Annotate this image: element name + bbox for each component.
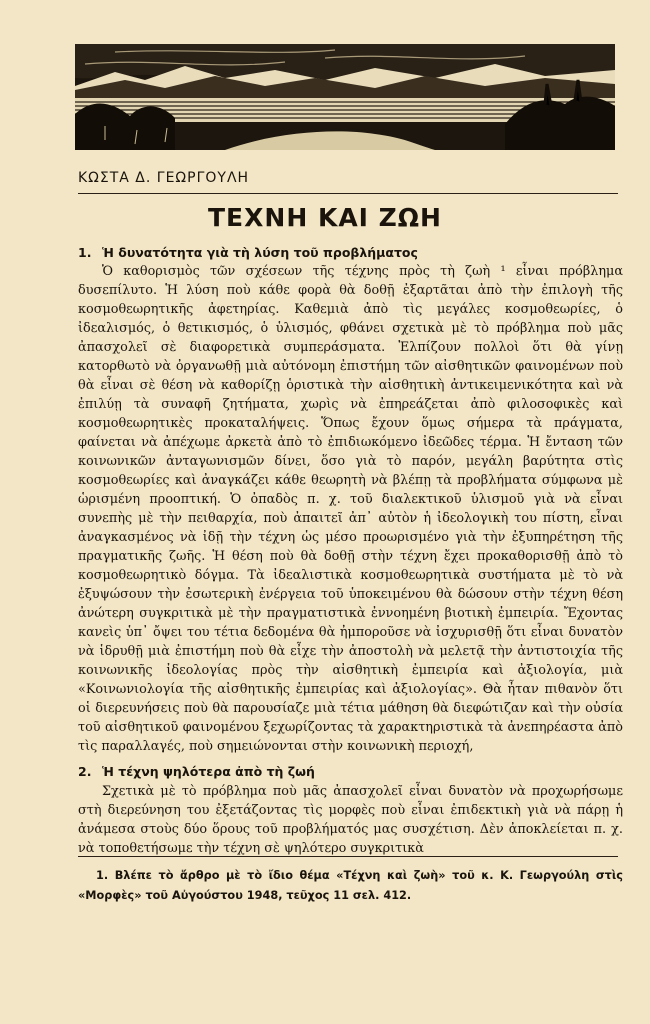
landscape-woodcut-image [75, 44, 615, 150]
section-heading [78, 245, 418, 260]
section-heading [78, 764, 315, 779]
section-title: Ἡ δυνατότητα γιὰ τὴ λύση τοῦ προβλήματος [102, 245, 418, 260]
header-divider [78, 193, 618, 194]
section-title: Ἡ τέχνη ψηλότερα ἀπὸ τὴ ζωή [102, 764, 315, 779]
section-paragraph: Σχετικὰ μὲ τὸ πρόβλημα ποὺ μᾶς ἀπασχολεῖ εἶναι δυνατὸν νὰ προχωρήσωμε στὴ διερεύνηση του ἐξετάζοντας τὶς μορφὲς ποὺ εἶναι ἐπιδεκτικὴ γιὰ νὰ πάρῃ ἡ ἀνάμεσα στοὺς δύο ὅρους τοῦ προβλήματός μας συσχέτιση. Δὲν ἀποκλείεται π. χ. νὰ τοποθετήσωμε τὴν τέχνη σὲ ψηλότερο συγκριτικὰ [78, 784, 623, 856]
section-number: 2. [78, 764, 92, 779]
article-title: ΤΕΧΝΗ ΚΑΙ ΖΩΗ [208, 203, 442, 232]
section-paragraph: Ὁ καθορισμὸς τῶν σχέσεων τῆς τέχνης πρὸς τὴ ζωὴ ¹ εἶναι πρόβλημα δυσεπίλυτο. Ἡ λύση ποὺ κάθε φορὰ θὰ δοθῇ ἐξαρτᾶται ἀπὸ τὴν ἐπιλογὴ τῆς κοσμοθεωρητικῆς ἀφετηρίας. Καθεμιὰ ἀπὸ τὶς μεγάλες κοσμοθεωρίες, ὁ ἰδεαλισμός, ὁ θετικισμός, ὁ ὑλισμός, φθάνει σχετικὰ μὲ τὸ πρόβλημα ποὺ μᾶς ἀπασχολεῖ σὲ διαφορετικὰ συμπεράσματα. Ἐλπίζουν πολλοὶ ὅτι θὰ γίνῃ κατορθωτὸ νὰ ὀργανωθῇ μιὰ αὐτόνομη ἐπιστήμη τῶν αἰσθητικῶν φαινομένων ποὺ θὰ εἶναι σὲ θέση νὰ καθορίζῃ ὁριστικὰ τὴν αἰσθητικὴ ἀντικειμενικότητα καὶ νὰ ἐπιλύῃ τὰ συναφῆ ζητήματα, χωρὶς νὰ ἐπηρεάζεται ἀπὸ φιλοσοφικὲς καὶ κοσμοθεωρητικὲς προκαταλήψεις. Ὅπως ἔχουν ὅμως σήμερα τὰ πράγματα, φαίνεται νὰ ἀπέχωμε ἀρκετὰ ἀπὸ τὸ ἐπιδιωκόμενο ἰδεῶδες τέρμα. Ἡ ἔνταση τῶν κοινωνικῶν ἀνταγωνισμῶν δίνει, ὅσο γιὰ τὸ παρόν, μεγάλη βαρύτητα στὶς κοσμοθεωρίες καὶ ἀναγκάζει κάθε θεωρητὴ νὰ βλέπῃ τὰ προβλήματα σύμφωνα μὲ ὡρισμένη προοπτική. Ὁ ὀπαδὸς π. χ. τοῦ διαλεκτικοῦ ὑλισμοῦ γιὰ νὰ εἶναι συνεπὴς μὲ τὴν πειθαρχία, ποὺ ἀπαιτεῖ ἀπ᾽ αὐτὸν ἡ ἰδεολογικὴ του πίστη, εἶναι ἀναγκασμένος νὰ ἰδῇ τὴν τέχνη ὡς μέσο προωρισμένο γιὰ τὴν ἐξυπηρέτηση τῆς πραγματικῆς ζωῆς. Ἡ θέση ποὺ θὰ δοθῇ στὴν τέχνη ἔχει προκαθορισθῇ ἀπὸ τὸ κοσμοθεωρητικὸ δόγμα. Τὰ ἰδεαλιστικὰ κοσμοθεωρητικὰ συστήματα μὲ τὸ νὰ ἐξυψώσουν τὴν ἐσωτερικὴ ἐνέργεια τοῦ ὑποκειμένου θὰ δώσουν στὴν τέχνη θέση ἀνώτερη συγκριτικὰ μὲ τὴν πραγματιστικὰ ἐννοημένη βιοτικὴ ἐμπειρία. Ἔχοντας κανεὶς ὑπ᾽ ὄψει του τέτια δεδομένα θὰ ἠμποροῦσε νὰ ἰσχυρισθῇ ὅτι εἶναι δυνατὸν νὰ ἱδρυθῇ μιὰ ἐπιστήμη ποὺ θὰ εἶχε τὴν ἀποστολὴ νὰ μελετᾷ τὴν ἀντιστοιχία τῆς κοινωνικῆς ἰδεολογίας πρὸς τὴν αἰσθητικὴ ἐμπειρία καὶ ἀξιολογία, μιὰ «Κοινωνιολογία τῆς αἰσθητικῆς ἐμπειρίας καὶ ἀξιολογίας». Θὰ ἦταν πιθανὸν ὅτι οἱ διερευνήσεις ποὺ θὰ παρουσίαζε μιὰ τέτια μάθηση θὰ διεφώτιζαν καὶ τὴν οὐσία τοῦ αἰσθητικοῦ φαινομένου ξεχωρίζοντας τὰ χαρακτηριστικὰ τὰ ἀνεπηρέαστα ἀπὸ τὶς παραλλαγές, ποὺ σημειώνονται στὴν κοινωνικὴ περιοχή, [78, 264, 623, 754]
section-number: 1. [78, 245, 92, 260]
footnote: 1. Βλέπε τὸ ἄρθρο μὲ τὸ ἴδιο θέμα «Τέχνη καὶ ζωὴ» τοῦ κ. Κ. Γεωργούλη στὶς «Μορφὲς» τοῦ Αὐγούστου 1948, τεῦχος 11 σελ. 412. [78, 869, 623, 902]
author-name: ΚΩΣΤΑ Δ. ΓΕΩΡΓΟΥΛΗ [78, 170, 250, 186]
landscape-illustration [75, 44, 615, 150]
footnote-divider [78, 856, 618, 857]
